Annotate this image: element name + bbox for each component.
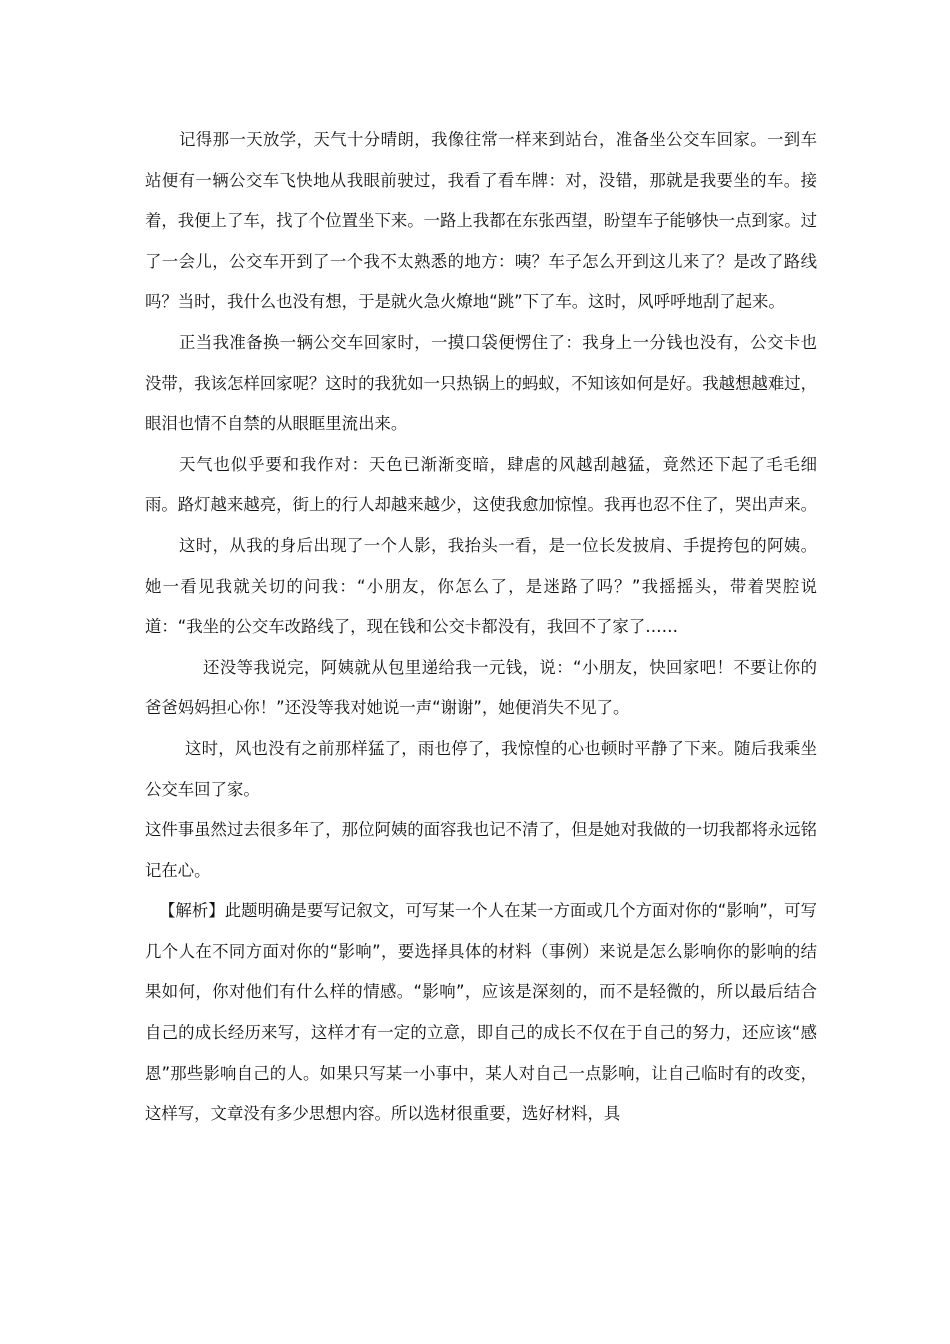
paragraph-5: 还没等我说完，阿姨就从包里递给我一元钱，说：“小朋友，快回家吧！不要让你的爸爸妈妈担心你！”还没等我对她说一声“谢谢”，她便消失不见了。 <box>145 657 817 718</box>
paragraph-3: 天气也似乎要和我作对：天色已渐渐变暗，肆虐的风越刮越猛，竟然还下起了毛毛细雨。路灯越来越亮，街上的行人却越来越少，这使我愈加惊惶。我再也忍不住了，哭出声来。 <box>145 454 818 515</box>
paragraph-7: 这件事虽然过去很多年了，那位阿姨的面容我也记不清了，但是她对我做的一切我都将永远铭记在心。 <box>145 820 818 880</box>
paragraph-6: 这时，风也没有之前那样猛了，雨也停了，我惊惶的心也顿时平静了下来。随后我乘坐公交车回了家。 <box>145 738 817 799</box>
analysis-paragraph: 【解析】此题明确是要写记叙文，可写某一个人在某一方面或几个方面对你的“影响”，可写几个人在不同方面对你的“影响”，要选择具体的材料（事例）来说是怎么影响你的影响的结果如何，你对他们有什么样的情感。“影响”，应该是深刻的，而不是轻微的，所以最后结合自己的成长经历来写，这样才有一定的立意，即自己的成长不仅在于自己的努力，还应该“感恩”那些影响自己的人。如果只写某一小事中，某人对自己一点影响，让自己临时有的改变，这样写，文章没有多少思想内容。所以选材很重要，选好材料，具 <box>145 901 817 1124</box>
paragraph-4: 这时，从我的身后出现了一个人影，我抬头一看，是一位长发披肩、手提挎包的阿姨。她一看见我就关切的问我：“小朋友，你怎么了，是迷路了吗？”我摇摇头，带着哭腔说道：“我坐的公交车改路线了，现在钱和公交卡都没有，我回不了家了…… <box>145 535 817 637</box>
document-body <box>145 120 817 1135</box>
paragraph-1: 记得那一天放学，天气十分晴朗，我像往常一样来到站台，准备坐公交车回家。一到车站便有一辆公交车飞快地从我眼前驶过，我看了看车牌：对，没错，那就是我要坐的车。接着，我便上了车，找了个位置坐下来。一路上我都在东张西望，盼望车子能够快一点到家。过了一会儿，公交车开到了一个我不太熟悉的地方：咦？车子怎么开到这儿来了？是改了路线吗？当时，我什么也没有想，于是就火急火燎地“跳”下了车。这时，风呼呼地刮了起来。 <box>145 130 818 312</box>
paragraph-2: 正当我准备换一辆公交车回家时，一摸口袋便愣住了：我身上一分钱也没有，公交卡也没带，我该怎样回家呢？这时的我犹如一只热锅上的蚂蚁，不知该如何是好。我越想越难过，眼泪也情不自禁的从眼眶里流出来。 <box>145 332 818 434</box>
